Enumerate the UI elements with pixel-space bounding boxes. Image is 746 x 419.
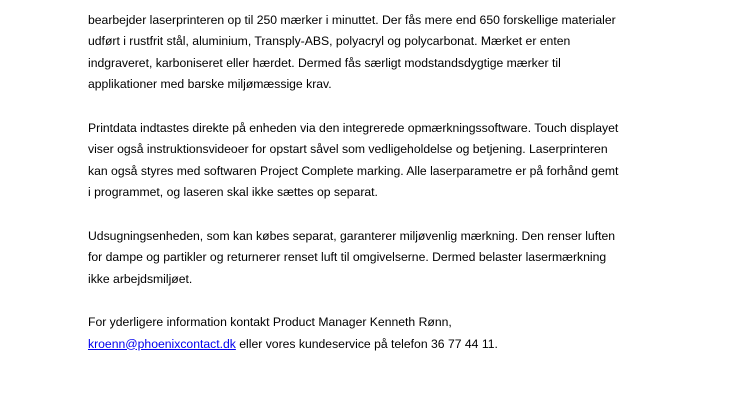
text-line: udført i rustfrit stål, aluminium, Transply-ABS, polyacryl og polycarbonat. Mærket er enten [88,34,571,49]
text-line: bearbejder laserprinteren op til 250 mærker i minuttet. Der fås mere end 650 forskellige materialer [88,12,616,27]
contact-line-rest: eller vores kundeservice på telefon 36 77 44 11. [235,336,498,351]
text-line: i programmet, og laseren skal ikke sættes op separat. [88,185,378,200]
paragraph-extraction [88,226,688,291]
text-line: Printdata indtastes direkte på enheden via den integrerede opmærkningssoftware. Touch displayet [88,120,619,135]
text-line: viser også instruktionsvideoer for opstart såvel som vedligeholdelse og betjening. Laserprinteren [88,142,608,157]
contact-line-email [88,334,688,356]
paragraph-software [88,118,688,204]
text-line: indgraveret, karboniseret eller hærdet. Dermed fås særligt modstandsdygtige mærker til [88,55,561,70]
text-line: Udsugningsenheden, som kan købes separat, garanterer miljøvenlig mærkning. Den renser luften [88,228,616,243]
text-line-clipped [88,0,688,10]
email-link[interactable]: kroenn@phoenixcontact.dk [88,336,236,351]
text-line: applikationer med barske miljømæssige krav. [88,77,332,92]
text-line: ikke arbejdsmiljøet. [88,271,193,286]
text-line: for dampe og partikler og returnerer renset luft til omgivelserne. Dermed belaster lasermærkning [88,250,607,265]
body-text [88,0,688,377]
paragraph-features [88,0,688,10]
paragraph-features [88,10,688,96]
paragraph-contact [88,312,688,355]
contact-line: For yderligere information kontakt Product Manager Kenneth Rønn, [88,314,452,329]
text-line: kan også styres med softwaren Project Complete marking. Alle laserparametre er på forhånd gemt [88,163,619,178]
